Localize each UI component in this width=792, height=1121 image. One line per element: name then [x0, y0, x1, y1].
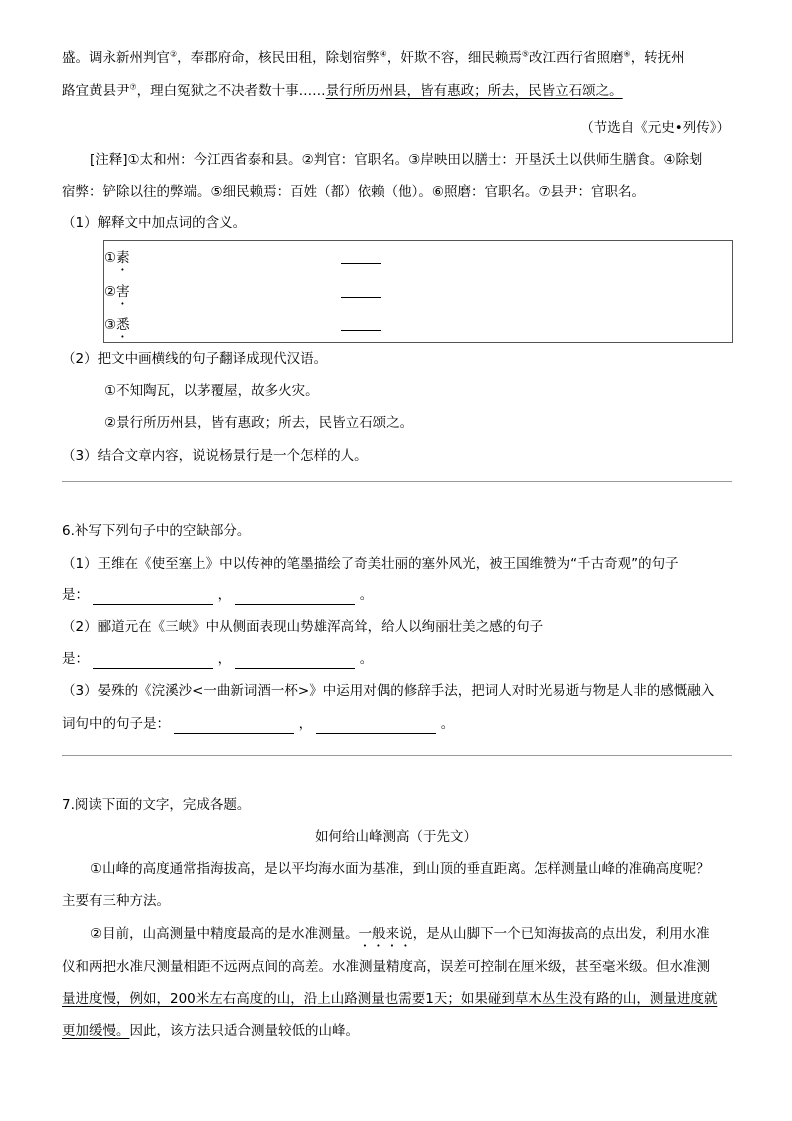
- annotation-line-1: [注释]①太和州：今江西省泰和县。②判官：官职名。③岸映田以膳士：开垦沃土以供师生膳食。④除刬: [90, 152, 703, 168]
- paragraph-2-line-2: 仪和两把水准尺测量相距不远两点间的高差。水准测量精度高，误差可控制在厘米级，甚至毫米级。但水准测: [62, 959, 710, 975]
- passage-text: 路宜黄县尹: [62, 83, 130, 99]
- answer-blank[interactable]: [174, 719, 294, 734]
- q6-part-3: （3）晏殊的《浣溪沙<一曲新词酒一杯>》中运用对偶的修辞手法，把词人对时光易逝与物是人非的感慨融入: [62, 683, 715, 699]
- passage-text: ，奉郡府命，核民田租，除刬宿弊: [177, 50, 380, 66]
- paragraph-text: ②目前，山高测量中精度最高的是水准测量。: [90, 926, 359, 942]
- answer-box: [103, 240, 733, 343]
- word-item: [104, 248, 130, 274]
- note-marker: ⑦: [129, 82, 137, 92]
- passage-line-2: [62, 81, 623, 101]
- period: 。: [440, 716, 455, 732]
- item-number: ①: [104, 250, 117, 266]
- q6-answer-line-1: [62, 585, 373, 605]
- article-title: 如何给山峰测高（于先文）: [315, 829, 477, 845]
- passage-text: ，理白冤狱之不决者数十事……: [136, 83, 326, 99]
- sentence-2: ②景行所历州县，皆有惠政；所去，民皆立石颂之。: [104, 415, 414, 431]
- is-label: 是：: [62, 651, 89, 667]
- is-label: 是：: [62, 587, 89, 603]
- question-6-title: 6.补写下列句子中的空缺部分。: [62, 523, 251, 539]
- paragraph-text: ，是从山脚下一个已知海拔高的点出发，利用水准: [412, 926, 710, 942]
- dotted-word: 素: [116, 250, 130, 266]
- note-marker: ④: [379, 49, 387, 59]
- sentence-1: ①不知陶瓦，以茅覆屋，故多火灾。: [104, 383, 319, 399]
- answer-blank[interactable]: [341, 297, 381, 298]
- paragraph-2-line-4: [62, 1021, 359, 1041]
- underlined-text: 更加缓慢。: [62, 1023, 130, 1039]
- period: 。: [359, 587, 374, 603]
- paragraph-2-line-3: 量进度慢，例如，200米左右高度的山，沿上山路测量也需要1天；如果碰到草木丛生没有路的山，测量进度就: [62, 991, 718, 1007]
- passage-line-1: [62, 48, 685, 68]
- comma: ，: [298, 716, 313, 732]
- comma: ，: [217, 651, 232, 667]
- answer-blank[interactable]: [341, 263, 381, 264]
- q6-part-2: （2）郦道元在《三峡》中从侧面表现山势雄浑高耸，给人以绚丽壮美之感的句子: [62, 619, 544, 635]
- passage-text: ，奸欺不容，细民赖焉: [386, 50, 522, 66]
- answer-blank[interactable]: [235, 590, 355, 605]
- item-number: ②: [104, 284, 117, 300]
- comma: ，: [217, 587, 232, 603]
- answer-blank[interactable]: [235, 654, 355, 669]
- passage-text: ，转抚州: [630, 50, 685, 66]
- annotation-line-2: 宿弊：铲除以往的弊端。⑤细民赖焉：百姓（都）依赖（他）。⑥照磨：官职名。⑦县尹：官职名。: [62, 184, 646, 200]
- q6-answer-line-3: [62, 714, 454, 734]
- dotted-word: 悉: [116, 317, 130, 333]
- question-2-stem: （2）把文中画横线的句子翻译成现代汉语。: [62, 351, 328, 367]
- answer-blank[interactable]: [341, 330, 381, 331]
- divider: [62, 481, 732, 482]
- paragraph-text: 因此，该方法只适合测量较低的山峰。: [129, 1023, 359, 1039]
- question-7-title: 7.阅读下面的文字，完成各题。: [62, 797, 251, 813]
- q6-part-1: （1）王维在《使至塞上》中以传神的笔墨描绘了奇美壮丽的塞外风光，被王国维赞为“千古奇观”的句子: [62, 556, 679, 572]
- dotted-phrase: 一般来说: [358, 926, 413, 942]
- word-item: [104, 282, 130, 308]
- answer-blank[interactable]: [93, 590, 213, 605]
- passage-source: （节选自《元史•列传》）: [580, 120, 730, 136]
- note-marker: ②: [170, 49, 178, 59]
- note-marker: ⑤: [521, 49, 530, 59]
- underlined-sentence: 景行所历州县，皆有惠政；所去，民皆立石颂之。: [325, 83, 623, 99]
- note-marker: ⑥: [623, 49, 631, 59]
- question-3-stem: （3）结合文章内容，说说杨景行是一个怎样的人。: [62, 448, 368, 464]
- answer-blank[interactable]: [316, 719, 436, 734]
- paragraph-1-line-1: ①山峰的高度通常指海拔高，是以平均海水面为基准，到山顶的垂直距离。怎样测量山峰的准确高度呢？: [90, 861, 710, 877]
- passage-text: 盛。调永新州判官: [62, 50, 170, 66]
- item-number: ③: [104, 317, 117, 333]
- prefix-label: 词句中的句子是：: [62, 716, 170, 732]
- period: 。: [359, 651, 374, 667]
- answer-blank[interactable]: [93, 654, 213, 669]
- q6-answer-line-2: [62, 649, 373, 669]
- passage-text: 改江西行省照磨: [529, 50, 624, 66]
- paragraph-1-line-2: 主要有三种方法。: [62, 893, 170, 909]
- word-item: [104, 315, 130, 341]
- paragraph-2-line-1: [90, 924, 710, 950]
- divider: [62, 755, 732, 756]
- question-1-stem: （1）解释文中加点词的含义。: [62, 215, 247, 231]
- dotted-word: 害: [116, 284, 130, 300]
